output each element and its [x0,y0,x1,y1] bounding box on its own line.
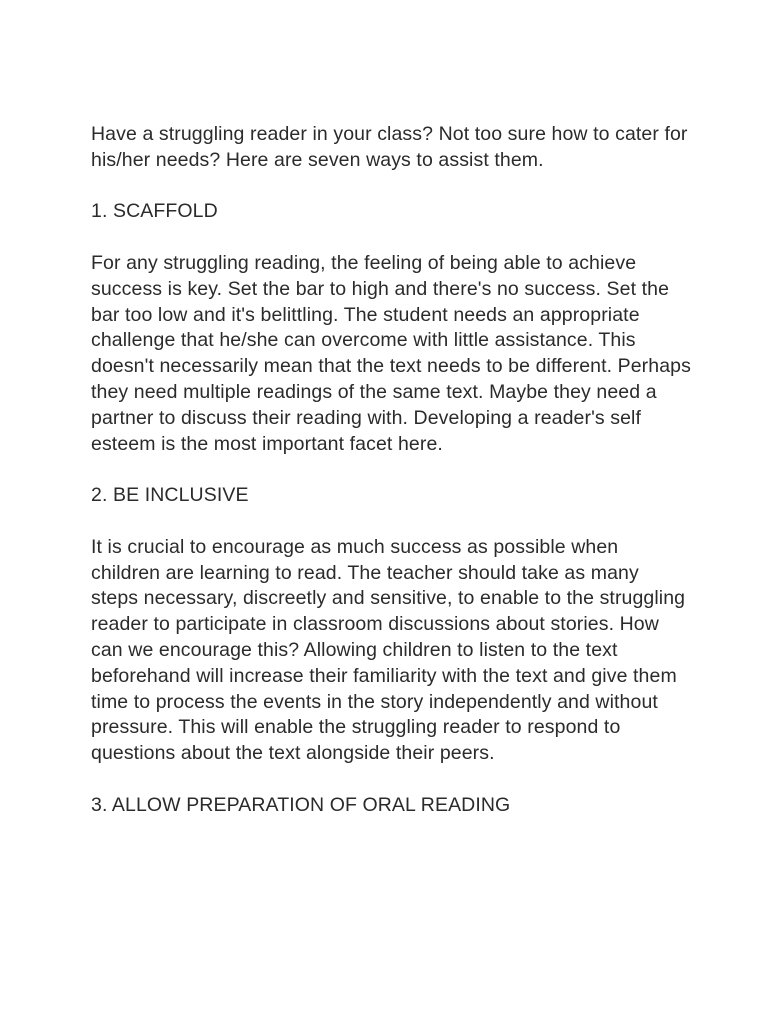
document-page [91,122,691,844]
section-heading-oral-reading: 3. ALLOW PREPARATION OF ORAL READING [91,793,511,816]
intro-paragraph: Have a struggling reader in your class? Not too sure how to cater for his/her needs? Here are seven ways to assist them. [91,123,688,171]
section-body-be-inclusive: It is crucial to encourage as much success as possible when children are learning to read. The teacher should take as many steps necessary, discreetly and sensitive, to enable to the struggling reader to participate in classroom discussions about stories. How can we encourage this? Allowing children to listen to the text beforehand will increase their familiarity with the text and give them time to process the events in the story independently and without pressure. This will enable the struggling reader to respond to questions about the text alongside their peers. [91,535,686,765]
section-body-scaffold: For any struggling reading, the feeling of being able to achieve success is key. Set the bar to high and there's no success. Set the bar too low and it's belittling. The student needs an appropriate challenge that he/she can overcome with little assistance. This doesn't necessarily mean that the text needs to be different. Perhaps they need multiple readings of the same text. Maybe they need a partner to discuss their reading with. Developing a reader's self esteem is the most important facet here. [91,251,691,455]
section-heading-be-inclusive: 2. BE INCLUSIVE [91,484,249,507]
section-heading-scaffold: 1. SCAFFOLD [91,200,218,223]
